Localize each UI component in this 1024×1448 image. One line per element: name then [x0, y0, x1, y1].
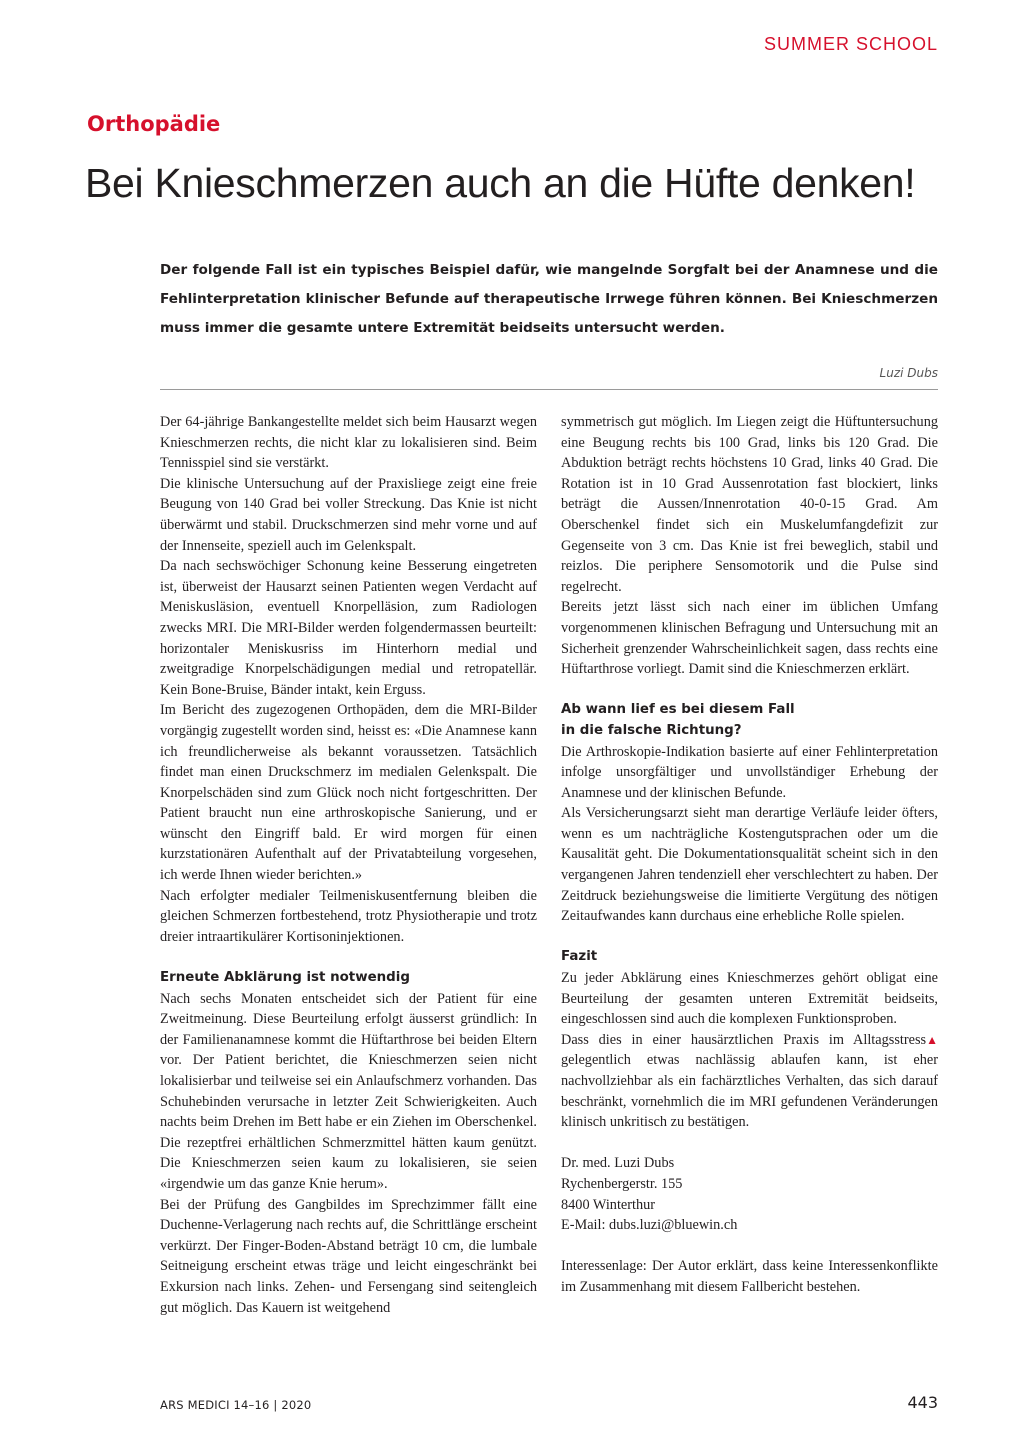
address-email: E-Mail: dubs.luzi@bluewin.ch	[561, 1217, 738, 1234]
spacer	[561, 1133, 938, 1154]
journal-footer: ARS MEDICI 14–16 | 2020	[160, 1398, 312, 1412]
paragraph	[561, 1030, 938, 1133]
paragraph: Nach erfolgter medialer Teilmeniskusentfernung bleiben die gleichen Schmerzen fortbestehend, trotz Physiotherapie und trotz dreier intraartikulärer Kortisoninjektionen.	[160, 887, 537, 945]
paragraph: Bereits jetzt lässt sich nach einer im üblichen Umfang vorgenommenen klinischen Befragung und Untersuchung mit an Sicherheit grenzender Wahrscheinlichkeit sagen, dass rechts eine Hüftarthrose vorliegt. Damit sind die Knieschmerzen erklärt.	[561, 599, 938, 678]
article-lead: Der folgende Fall ist ein typisches Beispiel dafür, wie mangelnde Sorgfalt bei der Anamnese und die Fehlinterpretation klinischer Befunde auf therapeutische Irrwege führen können. Bei Knieschmerzen muss immer die gesamte untere Extremität beidseits untersucht werden.	[160, 262, 938, 336]
address-city: 8400 Winterthur	[561, 1196, 656, 1213]
section-heading: in die falsche Richtung?	[561, 722, 742, 738]
author-address	[561, 1153, 938, 1235]
paragraph: Die klinische Untersuchung auf der Praxisliege zeigt eine freie Beugung von 140 Grad bei voller Streckung. Das Knie ist nicht überwärmt und stabil. Druckschmerzen sind mehr vorne und auf der Innenseite, speziell auch im Gelenkspalt.	[160, 475, 537, 554]
spacer	[561, 680, 938, 701]
left-column	[160, 412, 537, 1318]
address-name: Dr. med. Luzi Dubs	[561, 1155, 675, 1172]
paragraph: Bei der Prüfung des Gangbildes im Sprechzimmer fällt eine Duchenne-Verlagerung nach rechts auf, die Schrittlänge erscheint verkürzt. Der Finger-Boden-Abstand beträgt 10 cm, die lumbale Seitneigung erscheint etwas träge und leicht eingeschränkt bei Exkursion nach links. Zehen- und Fersengang sind seitengleich gut möglich. Das Kauern ist weitgehend	[160, 1196, 537, 1316]
section-label: SUMMER SCHOOL	[763, 34, 938, 54]
paragraph: symmetrisch gut möglich. Im Liegen zeigt die Hüftuntersuchung eine Beugung rechts bis 100 Grad, links bis 120 Grad. Die Abduktion beträgt rechts höchstens 10 Grad, links 40 Grad. Die Rotation ist in 10 Grad Aussenrotation fast blockiert, links beträgt die Aussen/Innenrotation 40-0-15 Grad. Am Oberschenkel findet sich ein Muskelumfangdefizit zur Gegenseite von 3 cm. Das Knie ist frei beweglich, stabil und reizlos. Die periphere Sensomotorik und die Pulse sind regelrecht.	[561, 414, 938, 595]
section-heading: Fazit	[561, 949, 598, 965]
author-byline: Luzi Dubs	[879, 366, 938, 380]
paragraph: Als Versicherungsarzt sieht man derartige Verläufe leider öfters, wenn es um nachträgliche Kostengutsprachen oder um die Kausalität geht. Die Dokumentationsqualität scheint sich in den vergangenen Jahren tendenziell eher verschlechtert zu haben. Der Zeitdruck beziehungsweise die limitierte Vergütung des nötigen Zeitaufwandes kann durchaus eine erhebliche Rolle spielen.	[561, 805, 938, 925]
spacer	[160, 947, 537, 968]
end-triangle-icon: ▲	[926, 1032, 938, 1047]
spacer	[561, 927, 938, 948]
section-heading: Ab wann lief es bei diesem Fall	[561, 702, 795, 718]
spacer	[561, 1236, 938, 1257]
divider	[160, 389, 938, 390]
address-street: Rychenbergerstr. 155	[561, 1175, 683, 1192]
conflict-of-interest-note: Interessenlage: Der Autor erklärt, dass keine Interessenkonflikte im Zusammenhang mit diesem Fallbericht bestehen.	[561, 1258, 938, 1295]
paragraph: Nach sechs Monaten entscheidet sich der Patient für eine Zweitmeinung. Diese Beurteilung erfolgt äusserst gründlich: In der Familienanamnese kommt die Hüftarthrose bei beiden Eltern vor. Der Patient berichtet, die Knieschmerzen seien nicht lokalisierbar und teilweise sei ein Anlaufschmerz vorhanden. Das Schuhebinden verursache in letzter Zeit Schwierigkeiten. Auch nachts beim Drehen im Bett habe er ein Ziehen im Oberschenkel. Die rezeptfrei erhältlichen Schmerzmittel hätten kaum genützt. Die Knieschmerzen seien kaum zu lokalisieren, sie seien «irgendwie um das ganze Knie herum».	[160, 990, 537, 1192]
right-column	[561, 412, 938, 1298]
paragraph: Die Arthroskopie-Indikation basierte auf einer Fehlinterpretation infolge unsorgfältiger und unvollständiger Erhebung der Anamnese und der klinischen Befunde.	[561, 743, 938, 801]
paragraph: Zu jeder Abklärung eines Knieschmerzes gehört obligat eine Beurteilung der gesamten unteren Extremität beidseits, eingeschlossen sind auch die komplexen Funktionsproben.	[561, 970, 938, 1028]
section-heading: Erneute Abklärung ist notwendig	[160, 970, 410, 986]
paragraph-text: Dass dies in einer hausärztlichen Praxis im Alltagsstress gelegentlich etwas nachlässig ablaufen kann, ist eher nachvollziehbar als ein fachärztliches Verhalten, das sich darauf beschränkt, vornehmlich die im MRI gefundenen Veränderungen klinisch unkritisch zu bestätigen.	[561, 1031, 938, 1131]
page-number: 443	[907, 1393, 938, 1412]
article-title: Bei Knieschmerzen auch an die Hüfte denken!	[85, 160, 916, 206]
paragraph: Der 64-jährige Bankangestellte meldet sich beim Hausarzt wegen Knieschmerzen rechts, die nicht klar zu lokalisieren sind. Beim Tennisspiel sind sie verstärkt.	[160, 414, 537, 472]
paragraph: Im Bericht des zugezogenen Orthopäden, dem die MRI-Bilder vorgängig zugestellt worden sind, heisst es: «Die Anamnese kann ich freundlicherweise als bekannt voraussetzen. Tatsächlich findet man einen Druckschmerz im medialen Gelenkspalt. Die Knorpelschäden sind zum Glück noch nicht fortgeschritten. Der Patient braucht nun eine arthroskopische Sanierung, und er wünscht den Eingriff bald. Er wird morgen für einen kurzstationären Aufenthalt auf der Privatabteilung vorgesehen, ich werde Ihnen wieder berichten.»	[160, 702, 537, 884]
article-category: Orthopädie	[87, 112, 221, 136]
paragraph: Da nach sechswöchiger Schonung keine Besserung eingetreten ist, überweist der Hausarzt seinen Patienten wegen Verdacht auf Meniskusläsion, eventuell Knorpelläsion, zum Radiologen zwecks MRI. Die MRI-Bilder werden folgendermassen beurteilt: horizontaler Meniskusriss im Hinterhorn medial und zweitgradige Knorpelschädigungen medial und retropatellär. Kein Bone-Bruise, Bänder intakt, kein Erguss.	[160, 558, 537, 698]
